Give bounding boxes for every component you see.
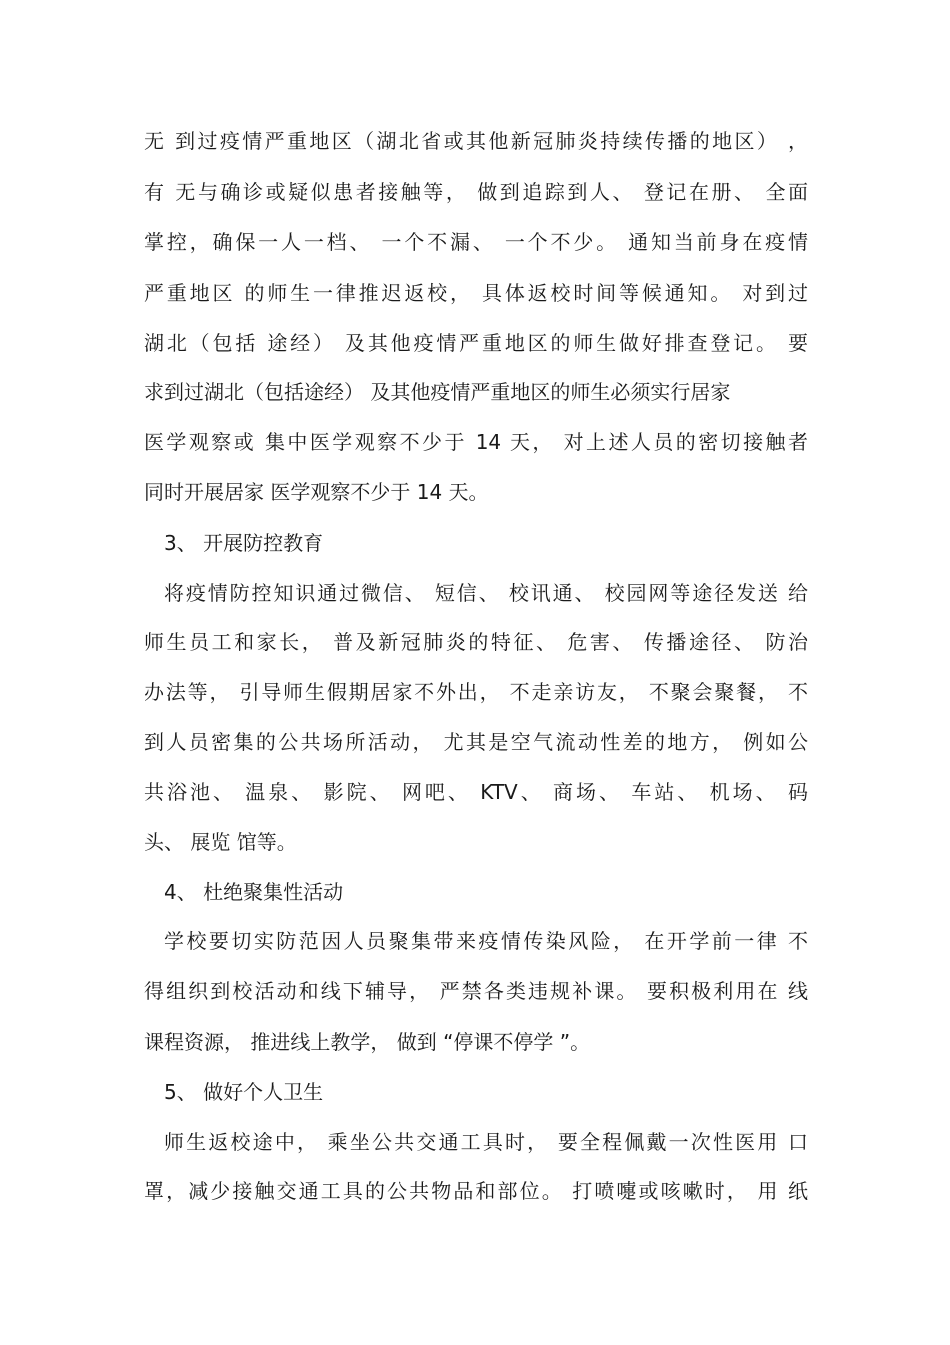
section-heading: 4、 杜绝聚集性活动 xyxy=(164,880,344,904)
text-line: 将疫情防控知识通过微信、 短信、 校讯通、 校园网等途径发送 给 xyxy=(164,581,808,605)
text-line: 到人员密集的公共场所活动， 尤其是空气流动性差的地方， 例如公 xyxy=(144,730,808,754)
section-heading: 3、 开展防控教育 xyxy=(164,531,324,555)
text-line: 医学观察或 集中医学观察不少于 14 天， 对上述人员的密切接触者 xyxy=(144,430,808,454)
text-line: 头、 展览 馆等。 xyxy=(144,830,297,854)
text-line: 湖北（包括 途经） 及其他疫情严重地区的师生做好排查登记。 要 xyxy=(144,331,808,355)
section-heading: 5、 做好个人卫生 xyxy=(164,1080,324,1104)
text-line: 罩，减少接触交通工具的公共物品和部位。 打喷嚏或咳嗽时， 用 纸 xyxy=(144,1179,808,1203)
text-line: 课程资源， 推进线上教学， 做到 “停课不停学 ”。 xyxy=(144,1030,591,1054)
text-line: 无 到过疫情严重地区（湖北省或其他新冠肺炎持续传播的地区） ， xyxy=(144,129,808,153)
text-line: 有 无与确诊或疑似患者接触等， 做到追踪到人、 登记在册、 全面 xyxy=(144,180,808,204)
text-line: 同时开展居家 医学观察不少于 14 天。 xyxy=(144,480,489,504)
text-line: 严重地区 的师生一律推迟返校， 具体返校时间等候通知。 对到过 xyxy=(144,281,808,305)
text-line: 办法等， 引导师生假期居家不外出， 不走亲访友， 不聚会聚餐， 不 xyxy=(144,680,808,704)
text-line: 共浴池、 温泉、 影院、 网吧、 KTV、 商场、 车站、 机场、 码 xyxy=(144,780,808,804)
text-line: 学校要切实防范因人员聚集带来疫情传染风险， 在开学前一律 不 xyxy=(164,929,808,953)
text-line: 求到过湖北（包括途经） 及其他疫情严重地区的师生必须实行居家 xyxy=(144,380,731,404)
text-line: 掌控，确保一人一档、 一个不漏、 一个不少。 通知当前身在疫情 xyxy=(144,230,808,254)
text-line: 师生员工和家长， 普及新冠肺炎的特征、 危害、 传播途径、 防治 xyxy=(144,630,808,654)
text-line: 师生返校途中， 乘坐公共交通工具时， 要全程佩戴一次性医用 口 xyxy=(164,1130,808,1154)
text-line: 得组织到校活动和线下辅导， 严禁各类违规补课。 要积极利用在 线 xyxy=(144,979,808,1003)
